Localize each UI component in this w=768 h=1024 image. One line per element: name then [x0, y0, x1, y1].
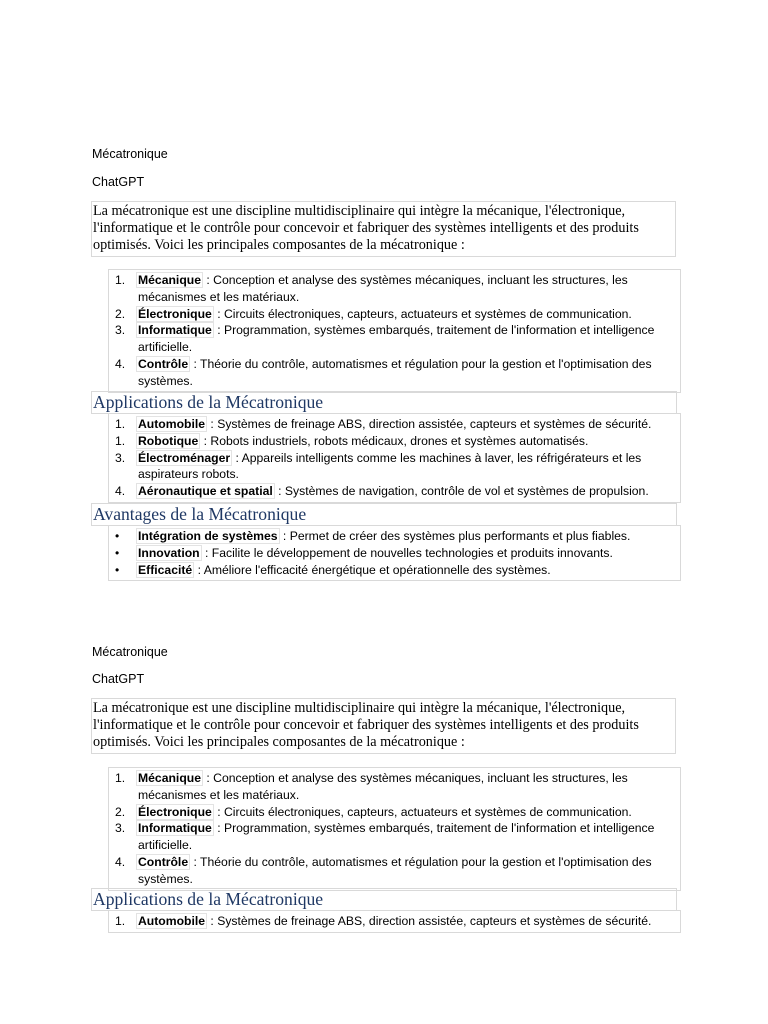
list-text: : Théorie du contrôle, automatismes et régulation pour la gestion et l'optimisation des systèmes. — [138, 356, 652, 388]
list-text: : Programmation, systèmes embarqués, traitement de l'information et intelligence artificielle. — [138, 323, 655, 355]
applications-list — [108, 413, 681, 503]
list-text: : Permet de créer des systèmes plus performants et plus fiables. — [279, 529, 631, 543]
list-term: Mécanique — [138, 771, 201, 785]
list-text: : Circuits électroniques, capteurs, actuateurs et systèmes de communication. — [213, 306, 632, 321]
bullet-icon: • — [115, 562, 120, 577]
doc-title: Mécatronique — [92, 147, 168, 161]
bullet-icon: • — [115, 529, 120, 543]
list-text: : Appareils intelligents comme les machines à laver, les réfrigérateurs et les aspirateurs robots. — [138, 450, 642, 482]
list-term: Contrôle — [138, 854, 189, 869]
list-number: 1. — [115, 273, 126, 287]
list-term: Aéronautique et spatial — [138, 484, 273, 499]
bullet-icon: • — [115, 545, 120, 560]
list-text: : Circuits électroniques, capteurs, actuateurs et systèmes de communication. — [213, 804, 632, 819]
list-item — [109, 450, 676, 484]
list-text: : Facilite le développement de nouvelles technologies et produits innovants. — [201, 545, 613, 560]
list-number: 3. — [115, 323, 126, 338]
list-item — [109, 322, 676, 356]
list-item — [109, 820, 676, 854]
list-item — [109, 562, 676, 579]
list-number: 2. — [115, 804, 126, 819]
list-item — [109, 545, 676, 562]
list-item — [109, 306, 676, 323]
components-list — [108, 767, 681, 891]
list-term: Robotique — [138, 433, 199, 448]
list-term: Contrôle — [138, 356, 189, 371]
advantages-heading: Avantages de la Mécatronique — [91, 503, 677, 526]
doc-title: Mécatronique — [92, 645, 168, 659]
doc-author: ChatGPT — [92, 175, 145, 189]
list-item — [109, 913, 676, 930]
advantages-list — [108, 525, 681, 581]
intro-paragraph: La mécatronique est une discipline multidisciplinaire qui intègre la mécanique, l'électronique, l'informatique et le contrôle pour concevoir et fabriquer des systèmes intelligents et des produits optimisés. Voici les principales composantes de la mécatronique : — [91, 698, 676, 754]
list-number: 1. — [115, 914, 126, 928]
list-item — [109, 528, 676, 545]
list-number: 1. — [115, 417, 126, 431]
list-term: Électroménager — [138, 450, 231, 465]
list-number: 4. — [115, 484, 126, 499]
components-list — [108, 269, 681, 393]
list-item — [109, 356, 676, 390]
list-number: 1. — [115, 771, 126, 785]
list-text: : Systèmes de freinage ABS, direction assistée, capteurs et systèmes de sécurité. — [207, 417, 652, 431]
applications-list — [108, 910, 681, 933]
list-text: : Robots industriels, robots médicaux, drones et systèmes automatisés. — [200, 433, 589, 448]
list-text: : Systèmes de navigation, contrôle de vol et systèmes de propulsion. — [274, 484, 649, 499]
list-term: Électronique — [138, 306, 212, 321]
intro-paragraph: La mécatronique est une discipline multidisciplinaire qui intègre la mécanique, l'électronique, l'informatique et le contrôle pour concevoir et fabriquer des systèmes intelligents et des produits optimisés. Voici les principales composantes de la mécatronique : — [91, 201, 676, 257]
list-number: 4. — [115, 854, 126, 869]
list-number: 2. — [115, 306, 126, 321]
list-text: : Théorie du contrôle, automatismes et régulation pour la gestion et l'optimisation des systèmes. — [138, 854, 652, 886]
list-item — [109, 770, 676, 804]
list-item — [109, 854, 676, 888]
list-term: Informatique — [138, 323, 212, 338]
doc-author: ChatGPT — [92, 672, 145, 686]
list-term: Électronique — [138, 804, 212, 819]
applications-heading: Applications de la Mécatronique — [91, 391, 677, 414]
list-number: 3. — [115, 450, 126, 465]
list-item — [109, 272, 676, 306]
list-term: Informatique — [138, 821, 212, 836]
list-text: : Systèmes de freinage ABS, direction assistée, capteurs et systèmes de sécurité. — [207, 914, 652, 928]
list-item — [109, 433, 676, 450]
list-term: Automobile — [138, 417, 206, 431]
list-text: : Programmation, systèmes embarqués, traitement de l'information et intelligence artificielle. — [138, 821, 655, 853]
list-term: Intégration de systèmes — [138, 529, 278, 543]
list-term: Automobile — [138, 914, 206, 928]
list-text: : Conception et analyse des systèmes mécaniques, incluant les structures, les mécanismes et les matériaux. — [138, 771, 628, 802]
list-item — [109, 483, 676, 500]
list-text: : Conception et analyse des systèmes mécaniques, incluant les structures, les mécanismes et les matériaux. — [138, 273, 628, 304]
list-item — [109, 416, 676, 433]
list-number: 4. — [115, 356, 126, 371]
list-text: : Améliore l'efficacité énergétique et opérationnelle des systèmes. — [194, 562, 551, 577]
applications-heading: Applications de la Mécatronique — [91, 888, 677, 911]
list-number: 3. — [115, 821, 126, 836]
list-term: Innovation — [138, 545, 200, 560]
list-term: Efficacité — [138, 562, 193, 577]
list-item — [109, 804, 676, 821]
list-term: Mécanique — [138, 273, 201, 287]
list-number: 1. — [115, 433, 126, 448]
